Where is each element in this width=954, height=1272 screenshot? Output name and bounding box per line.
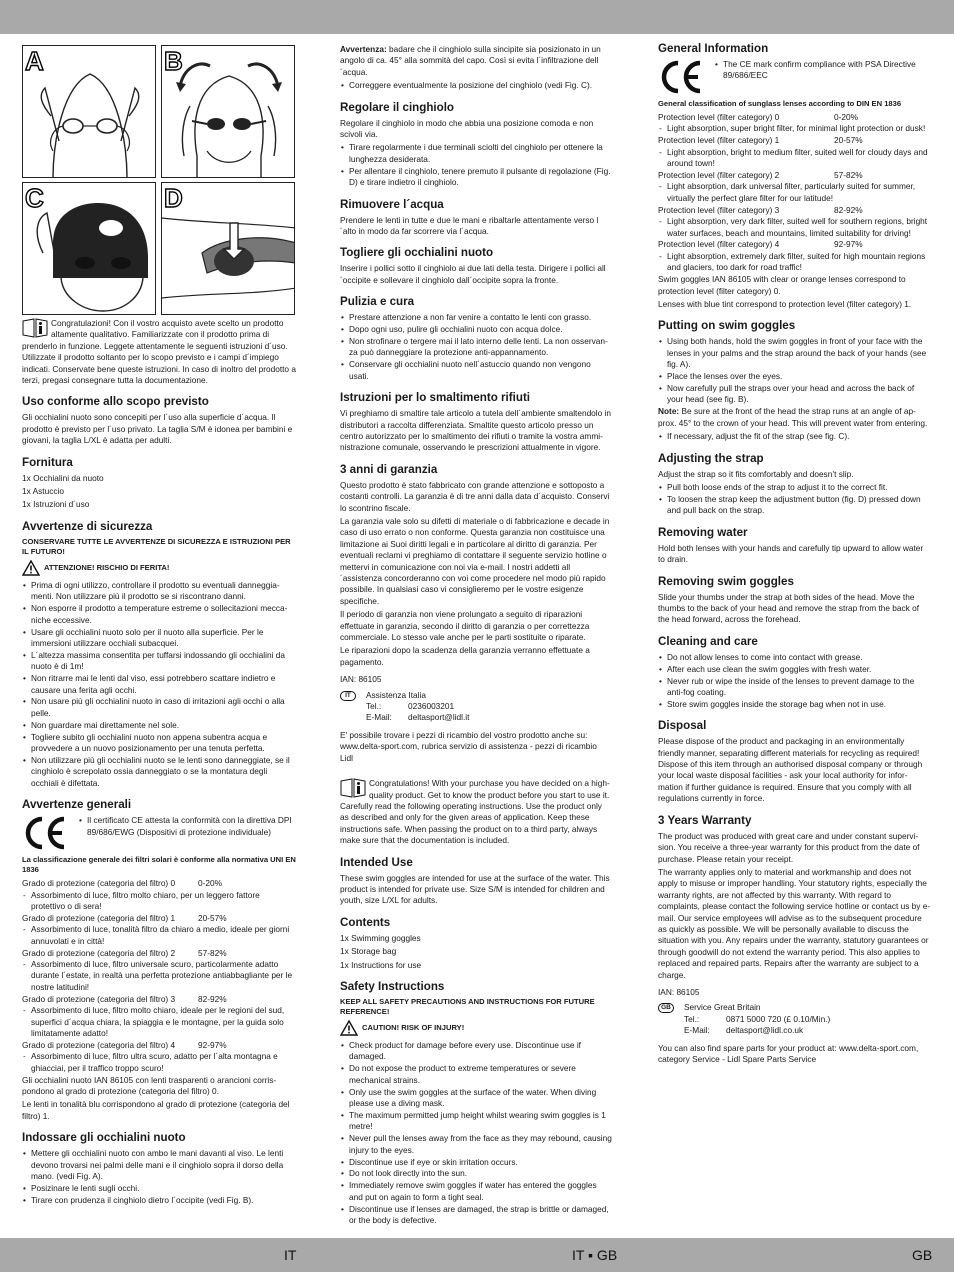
filter-row	[658, 239, 932, 250]
use-text-it: Gli occhialini nuoto sono concepiti per l´uso alla superficie d´acqua. Il prodotto è previsto per l´uso privato. La taglia S/M è idonea per bambini e giovani, la taglia L/XL è adatta per adulti.	[22, 412, 293, 446]
wear-list-it	[22, 1148, 296, 1206]
note-label: Avvertenza:	[340, 44, 387, 54]
use-heading-gb: Intended Use	[340, 855, 413, 869]
list-item: • Mettere gli occhialini nuoto con ambo le mani davanti al viso. Le lenti devono trovarsi nei palmi delle mani e il cinghiolo sopra il dorso della mano. (vedi Fig. A).	[22, 1148, 296, 1182]
filter-row	[22, 948, 296, 959]
figure-d	[161, 182, 295, 315]
figure-a	[22, 45, 156, 178]
list-item: • Now carefully pull the straps over your head and across the back of your head (see fig. B).	[658, 383, 932, 406]
supply-heading-it: Fornitura	[22, 455, 73, 469]
list-item: • Check product for damage before every use. Discontinue use if damaged.	[340, 1040, 612, 1063]
filter-row	[22, 1040, 296, 1051]
info-book-icon	[340, 778, 366, 798]
filter-label: Protection level (filter category) 1	[658, 135, 780, 146]
supply-item: 1x Astuccio	[22, 486, 64, 497]
figure-a-label: A	[25, 46, 44, 76]
column-2	[340, 44, 612, 1227]
list-item: • Prima di ogni utilizzo, controllare il prodotto su eventuali danneggia-menti. Non utilizzare più il prodotto se si riscontrano danni.	[22, 580, 296, 603]
tel-label: Tel.:	[684, 1013, 700, 1024]
filter-desc: - Light absorption, bright to medium filter, suited well for cloudy days and around town!	[658, 147, 932, 170]
filter-label: Protection level (filter category) 3	[658, 204, 780, 215]
ce-text-it: • Il certificato CE attesta la conformità con la direttiva DPI 89/686/EWG (Dispositivi di protezione individuale)	[78, 815, 296, 838]
filter-row	[22, 994, 296, 1005]
list-item: • Non guardare mai direttamente nel sole.	[22, 720, 296, 731]
list-item: • Never pull the lenses away from the face as they may rebound, causing injury to the eyes.	[340, 1133, 612, 1156]
list-item: • Non strofinare o tergere mai il lato interno delle lenti. La non osservan-za può danneggiare la protezione anti-appannamento.	[340, 336, 612, 359]
list-item: • Never rub or wipe the inside of the lenses to prevent damage to the anti-fog coating.	[658, 676, 932, 699]
safety-list-gb	[340, 1040, 612, 1227]
disposal-text-it: Vi preghiamo di smaltire tale articolo a tutela dell´ambiente smaltendolo in distributori a raccolta differenziata. Smaltite questo articolo presso un centro autorizzato per lo smaltimento dei rifiuti o tramite la vostra ammi-nistrazione comunale, osservando le prescrizioni attualmente in vigore.	[340, 408, 612, 453]
list-item: • If necessary, adjust the fit of the strap (see fig. C).	[658, 431, 932, 442]
warranty-heading-gb: 3 Years Warranty	[658, 813, 752, 827]
note-label: Note:	[658, 406, 680, 417]
warranty-text-it: Questo prodotto è stato fabbricato con grande attenzione e sottoposto a costanti controlli. La garanzia è di tre anni dalla data d´acquisto. Conservi lo scontrino fiscale.	[340, 479, 610, 513]
filter-range: 57-82%	[834, 170, 863, 181]
filter-label: Protection level (filter category) 2	[658, 170, 780, 181]
warranty-heading-it: 3 anni di garanzia	[340, 462, 438, 476]
ce-block-it	[22, 815, 296, 851]
filter-note-gb: Lenses with blue tint correspond to protection level (filter category) 1.	[658, 299, 912, 309]
filter-note-gb: Swim goggles IAN 86105 with clear or orange lenses correspond to protection level (filter category) 0.	[658, 274, 906, 296]
service-name: Assistenza Italia	[366, 689, 426, 700]
list-item: • L´altezza massima consentita per tuffarsi indossando gli occhialini da nuoto è di 1m!	[22, 650, 296, 673]
list-item: • Do not allow lenses to come into contact with grease.	[658, 652, 932, 663]
tel-number: 0871 5000 720 (£ 0.10/Min.)	[726, 1013, 831, 1024]
service-name: Service Great Britain	[684, 1002, 761, 1013]
figure-d-label: D	[164, 183, 183, 213]
column-gb-3	[658, 42, 932, 1067]
remove-text-it: Inserire i pollici sotto il cinghiolo ai due lati della testa. Dirigere i pollici all´occipite e sollevare il cinghiolo dall´occipite sopra la fronte.	[340, 263, 606, 285]
intro-it	[22, 318, 296, 386]
safety-heading-gb: Safety Instructions	[340, 979, 445, 993]
use-text-gb: These swim goggles are intended for use at the surface of the water. This product is intended for private use. Size S/M is intended for children and youth, size L/XL for adults.	[340, 872, 610, 906]
safety-keep-gb: KEEP ALL SAFETY PRECAUTIONS AND INSTRUCTIONS FOR FUTURE REFERENCE!	[340, 996, 595, 1016]
figure-b	[161, 45, 295, 178]
warranty-text-it: Le riparazioni dopo la scadenza della garanzia verranno effettuate a pagamento.	[340, 645, 590, 667]
wear-heading-it: Indossare gli occhialini nuoto	[22, 1131, 186, 1145]
supply-item: 1x Occhialini da nuoto	[22, 472, 104, 483]
filter-row	[658, 170, 932, 181]
filter-desc: - Assorbimento di luce, filtro molto chiaro, ideale per le regioni del sud, superfici d´acqua chiara, la spiaggia e le montagne, per la guida solo limitatamente adatto!	[22, 1005, 296, 1039]
filter-desc: - Light absorption, very dark filter, suited well for southern regions, bright water surfaces, beach and mountains, limited suitability for driving!	[658, 216, 932, 239]
email-label: E-Mail:	[684, 1025, 710, 1036]
country-badge-it: IT	[340, 691, 356, 701]
list-item: • Tirare regolarmente i due terminali sciolti del cinghiolo per ottenere la lunghezza desiderata.	[340, 142, 612, 165]
ian-gb: IAN: 86105	[658, 986, 700, 997]
supply-item: 1x Swimming goggles	[340, 932, 421, 943]
email-address[interactable]: deltasport@lidl.it	[408, 712, 470, 723]
filter-row	[658, 205, 932, 216]
supply-item: 1x Storage bag	[340, 946, 397, 957]
filter-range: 92-97%	[198, 1039, 227, 1050]
filter-range: 0-20%	[834, 112, 858, 122]
water-text-gb: Hold both lenses with your hands and carefully tip upward to allow water to drain.	[658, 542, 924, 565]
list-item: • After each use clean the swim goggles with fresh water.	[658, 664, 932, 675]
warning-text-gb: CAUTION! RISK OF INJURY!	[362, 1023, 465, 1033]
filter-desc: - Light absorption, super bright filter, for minimal light protection or dusk!	[658, 123, 932, 134]
disposal-text-gb: Please dispose of the product and packaging in an environmentally friendly manner, separating different materials for recycling as required! Dispose of this item through an authorised disposal company or through your local waste disposal facilities - ask your local authority for infor-mation if further guidance is required. Ensure that you comply with all regulations currently in force.	[658, 736, 923, 804]
warning-it	[22, 560, 296, 576]
safety-keep-it: CONSERVARE TUTTE LE AVVERTENZE DI SICUREZZA E ISTRUZIONI PER IL FUTURO!	[22, 536, 291, 556]
list-item: • Immediately remove swim goggles if water has entered the goggles and put on again to form a tight seal.	[340, 1180, 612, 1203]
list-item: • Store swim goggles inside the storage bag when not in use.	[658, 699, 932, 710]
list-item: • Posizinare le lenti sugli occhi.	[22, 1183, 296, 1194]
footer-right: GB	[912, 1247, 933, 1263]
figure-c	[22, 182, 156, 315]
filter-desc: - Assorbimento di luce, filtro ultra scuro, adatto per l´alta montagna e ghiacciai, per il traffico troppo scuro!	[22, 1051, 296, 1074]
ce-text-gb: • The CE mark confirm compliance with PSA Directive 89/686/EEC	[714, 59, 932, 82]
list-item: • Do not look directly into the sun.	[340, 1168, 612, 1179]
supply-item: 1x Istruzioni d´uso	[22, 499, 90, 510]
figure-c-label: C	[25, 183, 44, 213]
adjust-heading-gb: Adjusting the strap	[658, 451, 764, 465]
filter-desc: - Assorbimento di luce, tonalità filtro da chiaro a medio, ideale per giorni annuvolati e in città!	[22, 924, 296, 947]
warranty-text-gb: The warranty applies only to material and workmanship and does not apply to misuse or improper handling. Your statutory rights, especially the warranty rights, are not affected by this warranty. With regard to complaints, please contact the following service hotline or contact us by e-mail. Our service employees will advise as to the subsequent procedure as quickly as possible. We will be personally available to discuss the situation with you. Any repairs under the warranty, statutory guarantees or through goodwill do not extend the warranty period. This also applies to replaced and repaired parts. Repairs after the warranty are subject to a charge.	[658, 866, 931, 980]
supply-heading-gb: Contents	[340, 915, 391, 929]
list-item: • Pull both loose ends of the strap to adjust it to the correct fit.	[658, 482, 932, 493]
filter-desc: - Light absorption, extremely dark filter, suited for high mountain regions and glaciers, too dark for road traffic!	[658, 251, 932, 274]
info-book-icon	[22, 318, 48, 338]
filter-range: 82-92%	[834, 204, 863, 215]
list-item: • Dopo ogni uso, pulire gli occhialini nuoto con acqua dolce.	[340, 324, 612, 335]
list-item: • Non esporre il prodotto a temperature estreme o sollecitazioni mecca-niche eccessive.	[22, 603, 296, 626]
filter-label: Grado di protezione (categoria del filtro) 2	[22, 947, 176, 958]
filter-note-it: Gli occhialini nuoto IAN 86105 con lenti trasparenti o arancioni corris-pondono al grado di protezione (categoria del filtro) 0.	[22, 1074, 277, 1096]
footer-center: IT ▪ GB	[572, 1247, 618, 1263]
general-heading-gb: General Information	[658, 42, 769, 55]
filter-desc: - Assorbimento di luce, filtro universale scuro, particolarmente adatto durante l´estate, in realtà una perfetta protezione antiabbagliante per le nostre latitudini!	[22, 959, 296, 993]
list-item: • Only use the swim goggles at the surface of the water. When diving please use a diving mask.	[340, 1087, 612, 1110]
spare-parts-it: E' possibile trovare i pezzi di ricambio del vostro prodotto anche su: www.delta-sport.com, rubrica servizio di assistenza - pezzi di ricambio Lidl	[340, 729, 597, 763]
warning-gb	[340, 1020, 612, 1036]
general-heading-it: Avvertenze generali	[22, 798, 132, 812]
intro-gb	[340, 778, 612, 846]
warranty-text-gb: The product was produced with great care and under constant supervi-sion. You receive a three-year warranty for this product from the date of purchase. Please retain your receipt.	[658, 830, 920, 864]
supply-item: 1x Instructions for use	[340, 959, 422, 970]
wear-note-it	[340, 44, 612, 78]
clean-heading-it: Pulizia e cura	[340, 295, 415, 309]
safety-heading-it: Avvertenze di sicurezza	[22, 519, 153, 533]
disposal-heading-it: Istruzioni per lo smaltimento rifiuti	[340, 391, 531, 405]
filter-desc: - Assorbimento di luce, filtro molto chiaro, per un leggero fattore protettivo o di sera!	[22, 890, 296, 913]
note-text: badare che il cinghiolo sulla sincipite sia posizionato in un angolo di ca. 45° alla sommità del capo. Così si evita l´infiltrazione dell´acqua.	[340, 44, 601, 77]
list-item: • Per allentare il cinghiolo, tenere premuto il pulsante di regolazione (Fig. D) e tirare indietro il cinghiolo.	[340, 166, 612, 189]
illustration-grid	[22, 45, 296, 315]
adjust-heading-it: Regolare il cinghiolo	[340, 100, 455, 114]
service-contact-it	[340, 690, 612, 724]
disposal-heading-gb: Disposal	[658, 719, 707, 733]
ce-block-gb	[658, 59, 932, 95]
list-item: • Place the lenses over the eyes.	[658, 371, 932, 382]
filter-label: Grado di protezione (categoria del filtro) 4	[22, 1039, 176, 1050]
intro-it-text: Congratulazioni! Con il vostro acquisto avete scelto un prodotto altamente qualitativo. Familiarizzate con il prodotto prima di prenderlo in funzione. Leggete attentamente le seguenti istruzioni d´uso. Utilizzate il prodotto soltanto per lo scopo previsto e i campi d´impiego indicati. Conservate bene queste istruzioni. In caso di inoltro del prodotto a terzi, pregasi consegnare tutta la documentazione.	[22, 318, 296, 386]
filter-range: 20-57%	[198, 912, 227, 923]
top-bar	[0, 0, 954, 34]
list-item: • Correggere eventualmente la posizione del cinghiolo (vedi Fig. C).	[340, 80, 612, 91]
warning-text-it: ATTENZIONE! RISCHIO DI FERITA!	[44, 563, 170, 573]
adjust-text-it: Regolare il cinghiolo in modo che abbia una posizione comoda e non scivoli via.	[340, 117, 594, 140]
ce-mark-icon	[22, 815, 68, 851]
note-text: Be sure at the front of the head the strap runs at an angle of ap-prox. 45° to the crown of your head. This will prevent water from entering.	[658, 406, 928, 428]
filter-range: 20-57%	[834, 135, 863, 146]
warranty-text-it: La garanzia vale solo su difetti di materiale o di fabbricazione e decade in caso di uso errato o non conforme. Questa garanzia non costituisce una limitazione ai Suoi diritti legali e in particolare al diritto di garanzia. Per eventuali reclami vi preghiamo di contattare il seguente servizio hotline o mettervi in comunicazione con noi via e-mail. I nostri addetti all´assistenza concorderanno con voi come procedere nel modo più rapido possibile. In qualsiasi caso vi consiglieremo per le vostre esigenze specifiche.	[340, 515, 610, 606]
filter-row	[658, 135, 932, 146]
water-heading-it: Rimuovere l´acqua	[340, 197, 444, 211]
list-item: • Non utilizzare più gli occhialini nuoto se le lenti sono danneggiate, se il cinghiolo è screpolato ossia danneggiato o se la montatura degli occhiali è difettata.	[22, 755, 296, 789]
filter-row	[22, 878, 296, 889]
list-item: • Using both hands, hold the swim goggles in front of your face with the lenses in your palms and the strap around the back of your hands (see fig. A).	[658, 336, 932, 370]
footer-left: IT	[284, 1247, 297, 1263]
ian-it: IAN: 86105	[340, 674, 382, 685]
filter-range: 57-82%	[198, 947, 227, 958]
class-heading-it: La classificazione generale dei filtri solari è conforme alla normativa UNI EN 1836	[22, 855, 296, 875]
filter-row	[22, 913, 296, 924]
column-it-1	[22, 318, 296, 1207]
list-item: • Prestare attenzione a non far venire a contatto le lenti con grasso.	[340, 312, 612, 323]
safety-list-it	[22, 580, 296, 789]
filter-row	[658, 112, 932, 123]
filter-range: 0-20%	[198, 878, 222, 889]
water-text-it: Prendere le lenti in tutte e due le mani e ribaltarle attentamente verso l´alto in modo da far scorrere via l´acqua.	[340, 214, 599, 236]
list-item: • Non ritrarre mai le lenti dal viso, essi potrebbero scattare indietro e causare una ferita agli occhi.	[22, 673, 296, 696]
wear-heading-gb: Putting on swim goggles	[658, 319, 796, 333]
filter-label: Protection level (filter category) 4	[658, 239, 780, 250]
tel-label: Tel.:	[366, 701, 382, 712]
warranty-text-it: Il periodo di garanzia non viene prolungato a seguito di riparazioni effettuate in garanzia, secondo il diritto di garanzia o per correttezza commerciale. Lo stesso vale anche per le parti sostituite o riparate.	[340, 609, 590, 643]
use-heading-it: Uso conforme allo scopo previsto	[22, 395, 209, 409]
filter-label: Protection level (filter category) 0	[658, 112, 780, 122]
intro-gb-text: Congratulations! With your purchase you have decided on a high-quality product. Get to know the product before you start to use it. Carefully read the following operating instructions. Use the product only as described and only for the given areas of application. Keep these instructions safe. When passing the product on to a third party, always make sure that the documentation is included.	[340, 778, 610, 846]
list-item: • Tirare con prudenza il cinghiolo dietro l´occipite (vedi Fig. B).	[22, 1195, 296, 1206]
tel-number: 0236003201	[408, 701, 455, 712]
filter-label: Grado di protezione (categoria del filtro) 1	[22, 912, 176, 923]
list-item: • Togliere subito gli occhialini nuoto non appena subentra acqua e provvedere a un nuovo posizionamento per una tenuta perfetta.	[22, 732, 296, 755]
clean-heading-gb: Cleaning and care	[658, 634, 758, 648]
list-item: • Usare gli occhialini nuoto solo per il nuoto alla superficie. Per le immersioni utilizzare occhiali subacquei.	[22, 627, 296, 650]
country-badge-gb: GB	[658, 1003, 674, 1013]
remove-heading-it: Togliere gli occhialini nuoto	[340, 246, 494, 260]
filter-list-it	[22, 878, 296, 1074]
remove-heading-gb: Removing swim goggles	[658, 574, 794, 588]
spare-parts-gb: You can also find spare parts for your product at: www.delta-sport.com, category Service - Lidl Spare Parts Service	[658, 1042, 919, 1064]
adjust-text-gb: Adjust the strap so it fits comfortably and doesn’t slip.	[658, 468, 854, 479]
filter-desc: - Light absorption, dark universal filter, particularly suited for summer, virtually the perfect glare filter for our latitude!	[658, 181, 932, 204]
filter-label: Grado di protezione (categoria del filtro) 3	[22, 993, 176, 1004]
list-item: • Discontinue use if lenses are damaged, the strap is brittle or damaged, or the body is defective.	[340, 1204, 612, 1227]
list-item: • Discontinue use if eye or skin irritation occurs.	[340, 1157, 612, 1168]
footer-bar	[0, 1238, 954, 1272]
service-contact-gb	[658, 1002, 932, 1036]
list-item: • Conservare gli occhialini nuoto nell´astuccio quando non vengono usati.	[340, 359, 612, 382]
filter-range: 92-97%	[834, 239, 863, 250]
figure-b-label: B	[164, 46, 183, 76]
filter-range: 82-92%	[198, 993, 227, 1004]
filter-list-gb	[658, 112, 932, 274]
remove-text-gb: Slide your thumbs under the strap at both sides of the head. Move the thumbs to the back of your head and remove the strap from the back of the head forward, across the forehead.	[658, 591, 920, 625]
email-label: E-Mail:	[366, 712, 392, 723]
email-address[interactable]: deltasport@lidl.co.uk	[726, 1025, 804, 1036]
warning-triangle-icon	[340, 1020, 358, 1036]
wear-note-gb	[658, 406, 932, 429]
filter-label: Grado di protezione (categoria del filtro) 0	[22, 878, 176, 889]
filter-note-it: Le lenti in tonalità blu corrispondono al grado di protezione (categoria del filtro) 1.	[22, 1099, 290, 1121]
ce-mark-icon	[658, 59, 704, 95]
warning-triangle-icon	[22, 560, 40, 576]
water-heading-gb: Removing water	[658, 525, 748, 539]
list-item: • The maximum permitted jump height whilst wearing swim goggles is 1 metre!	[340, 1110, 612, 1133]
list-item: • Non usare più gli occhialini nuoto in caso di irritazioni agli occhi o alla pelle.	[22, 696, 296, 719]
list-item: • To loosen the strap keep the adjustment button (fig. D) pressed down and pull back on the strap.	[658, 494, 932, 517]
class-heading-gb: General classification of sunglass lenses according to DIN EN 1836	[658, 99, 902, 108]
list-item: • Do not expose the product to extreme temperatures or severe mechanical strains.	[340, 1063, 612, 1086]
